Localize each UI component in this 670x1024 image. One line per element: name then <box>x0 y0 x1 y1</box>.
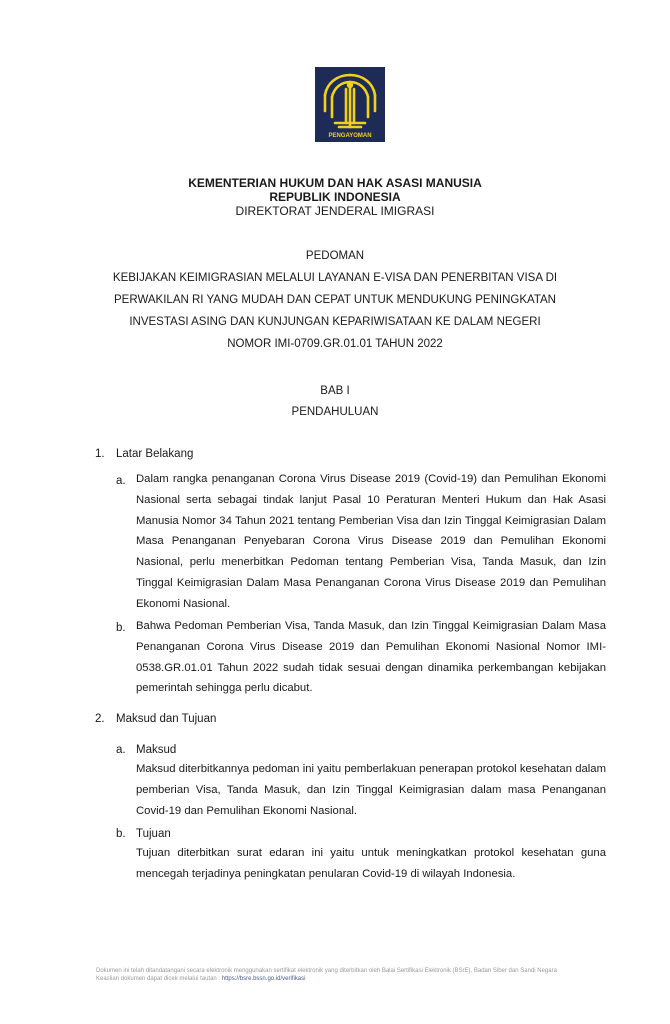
logo-caption: PENGAYOMAN <box>328 133 372 139</box>
item-1a-text: Dalam rangka penanganan Corona Virus Disease 2019 (Covid-19) dan Pemulihan Ekonomi Nasional serta sebagai tindak lanjut Pasal 10 Peraturan Menteri Hukum dan Hak Asasi Manusia Nomor 34 Tahun 2021 tentang Pemberian Visa dan Izin Tinggal Keimigrasian Dalam Masa Penanganan Penyebaran Corona Virus Disease 2019 dan Pemulihan Ekonomi Nasional, perlu menerbitkan Pedoman tentang Pemberian Visa, Tanda Masuk, dan Izin Tinggal Keimigrasian Dalam Masa Penanganan Corona Virus Disease 2019 dan Pemulihan Ekonomi Nasional. <box>136 473 606 610</box>
item-2a-marker: a. <box>116 744 126 756</box>
footer-verification-label: Keaslian dokumen dapat dicek melalui tautan : <box>96 976 221 982</box>
item-2a-text: Maksud diterbitkannya pedoman ini yaitu pemberlakuan penerapan protokol kesehatan dalam pemberian Visa, Tanda Masuk, dan Izin Tinggal Keimigrasian dalam masa Penanganan Covid-19 dan Pemulihan Ekonomi Nasional. <box>136 763 606 817</box>
section-1-number: 1. <box>95 448 105 460</box>
footer-signature-note: Dokumen ini telah ditandatangani secara elektronik menggunakan sertifikat elektronik yang diterbitkan oleh Balai Sertifikasi Elektronik (BSrE), Badan Siber dan Sandi Negara <box>96 968 557 974</box>
section-2-number: 2. <box>95 713 105 725</box>
doc-number: NOMOR IMI-0709.GR.01.01 TAHUN 2022 <box>227 338 443 350</box>
chapter-number: BAB I <box>320 385 350 397</box>
footer-verification-line <box>96 975 636 983</box>
item-2a-heading: Maksud <box>136 744 177 756</box>
verification-link[interactable]: https://bsre.bssn.go.id/verifikasi <box>221 976 306 982</box>
item-2b-heading: Tujuan <box>136 828 171 840</box>
ministry-name: KEMENTERIAN HUKUM DAN HAK ASASI MANUSIA <box>188 176 482 190</box>
item-2b-text: Tujuan diterbitkan surat edaran ini yaitu untuk meningkatkan protokol kesehatan guna mencegah terjadinya peningkatan penularan Covid-19 di wilayah Indonesia. <box>136 847 606 880</box>
doc-title-line-2: PERWAKILAN RI YANG MUDAH DAN CEPAT UNTUK MENDUKUNG PENINGKATAN <box>114 294 556 306</box>
directorate-name: DIREKTORAT JENDERAL IMIGRASI <box>235 204 435 218</box>
doc-type: PEDOMAN <box>305 250 365 262</box>
item-1b-text: Bahwa Pedoman Pemberian Visa, Tanda Masuk, dan Izin Tinggal Keimigrasian Dalam Masa Penanganan Corona Virus Disease 2019 dan Pemulihan Ekonomi Nasional Nomor IMI-0538.GR.01.01 Tahun 2022 sudah tidak sesuai dengan dinamika perkembangan kebijakan pemerintah sehingga perlu dicabut. <box>136 620 606 695</box>
item-1b-marker: b. <box>116 622 126 634</box>
item-2b-marker: b. <box>116 828 126 840</box>
country-name: REPUBLIK INDONESIA <box>269 190 401 204</box>
doc-title-line-3: INVESTASI ASING DAN KUNJUNGAN KEPARIWISATAAN KE DALAM NEGERI <box>129 316 541 328</box>
doc-title-line-1: KEBIJAKAN KEIMIGRASIAN MELALUI LAYANAN E-VISA DAN PENERBITAN VISA DI <box>112 272 558 284</box>
chapter-title: PENDAHULUAN <box>291 406 379 418</box>
item-1a-marker: a. <box>116 475 126 487</box>
pengayoman-logo <box>315 67 385 142</box>
section-2-title: Maksud dan Tujuan <box>116 713 217 725</box>
section-1-title: Latar Belakang <box>116 448 194 460</box>
e-signature-footer <box>96 967 636 983</box>
